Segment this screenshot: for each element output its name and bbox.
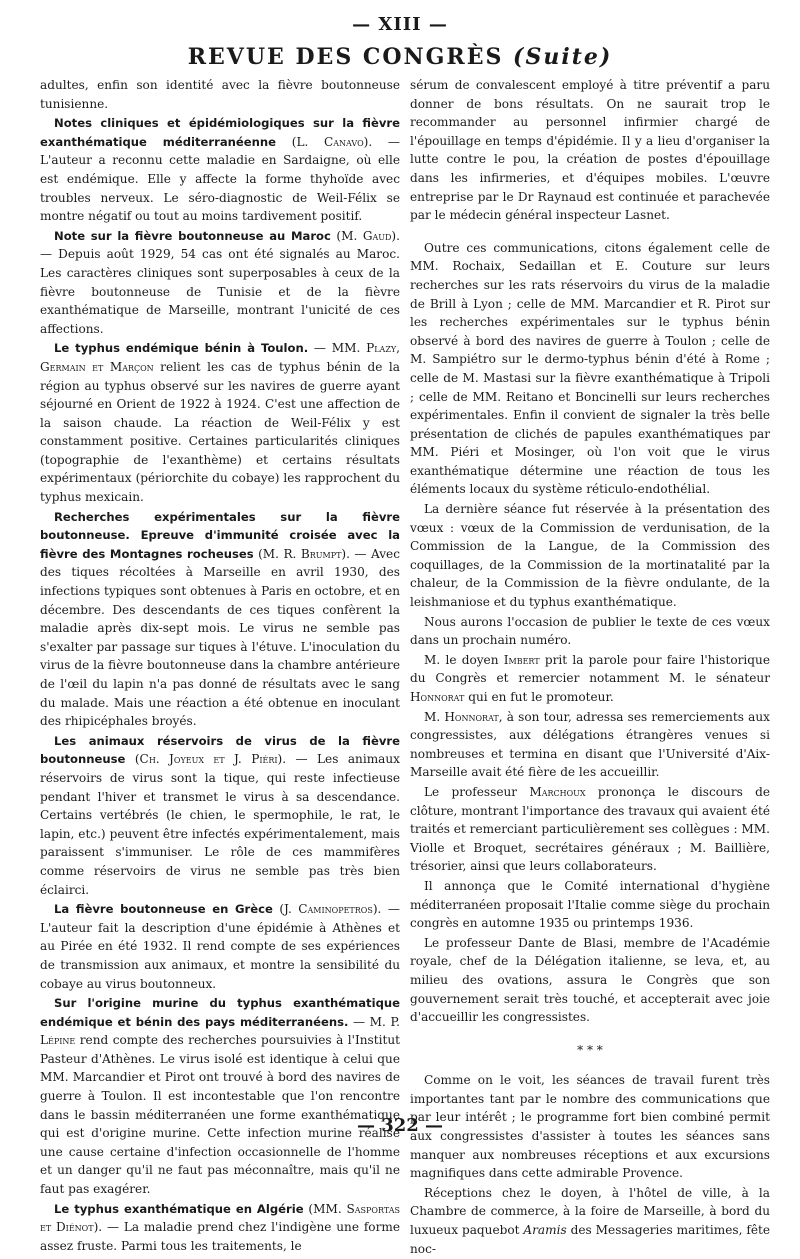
- text: — Les animaux réservoirs de virus sont la tique, qui reste infectieuse pendant l'hiver et transmet le virus à sa descendance. Certains vertébrés (le chien, le spermophile, le rat, le lapin, etc.) peuvent être infectés expérimentalement, mais paraissent s'immuniser. Le rôle de ces mammifères comme réservoirs de virus ne semble pas très bien éclairci.: [40, 752, 400, 897]
- person-name: Honnorat: [410, 690, 465, 704]
- author: (M. R. Brumpt).: [258, 546, 350, 561]
- paragraph: [40, 732, 400, 899]
- author: (MM. Sasportas et Diénot).: [40, 1201, 400, 1235]
- header-suite: (Suite): [513, 44, 613, 70]
- paragraph: [40, 1200, 400, 1256]
- text: — Avec des tiques récoltées à Marseille en avril 1930, des infections typiques sont obtenues à Paris en octobre, et en décembre. Des descendants de ces tiques confèrent la maladie après dix-sept mois. Le virus ne semble pas s'exalter par passage sur tiques à l'étuve. L'inoculation du virus de la fièvre boutonneuse dans la chambre antérieure de l'œil du lapin n'a pas donné de résultats avec le sang du malade. Mais une réaction a été obtenue en inoculant des rhipicéphales broyés.: [40, 546, 400, 729]
- text: qui en fut le promoteur.: [464, 690, 614, 704]
- text: Nous aurons l'occasion de publier le texte de ces vœux dans un prochain numéro.: [410, 614, 770, 648]
- text: prononça le discours de clôture, montrant l'importance des travaux qui avaient été traités et remerciant particulièrement ses collègues : MM. Violle et Broquet, secrétaires généraux ; M. Baillière, trésorier, ainsi que leurs collaborateurs.: [410, 784, 770, 874]
- paragraph: [410, 500, 770, 612]
- text: M. le doyen: [424, 652, 504, 667]
- page-number-roman: — XIII —: [352, 14, 448, 35]
- text: M.: [424, 709, 445, 724]
- text: Le professeur Dante de Blasi, membre de l'Académie royale, chef de la Délégation italienne, se leva, et, au milieu des ovations, assura le Congrès que son gouvernement serait très touché, et accepterait avec joie d'accueillir les congressistes.: [410, 935, 770, 1025]
- paragraph: [410, 708, 770, 782]
- paragraph: [410, 934, 770, 1027]
- section-separator: * * *: [577, 1042, 603, 1057]
- paragraph: [40, 227, 400, 339]
- paragraph: [410, 613, 770, 650]
- paragraph: [40, 339, 400, 506]
- text: Réceptions chez le doyen, à l'hôtel de ville, à la Chambre de commerce, à la foire de Marseille, à bord du luxueux paquebot: [410, 1185, 770, 1238]
- text: relient les cas de typhus bénin de la région au typhus observé sur les navires de guerre ayant séjourné en Orient de 1922 à 1924. C'est une affection de la saison chaude. La réaction de Weil-Félix y est constamment positive. Certaines particularités cliniques (topographie de l'exanthème) et certains résultats expérimentaux (périorchite du cobaye) les rapprochent du typhus mexicain.: [40, 359, 400, 505]
- text: , à son tour, adressa ses remerciements aux congressistes, aux délégations étrangères venues si nombreuses et termina en disant que l'Université d'Aix-Marseille avait été fière de les accueillir.: [410, 709, 770, 780]
- paragraph: [40, 508, 400, 731]
- text: adultes, enfin son identité avec la fièvre boutonneuse tunisienne.: [40, 78, 400, 111]
- page-number-footer: — 322 —: [356, 1115, 444, 1136]
- paragraph: [40, 76, 400, 113]
- section-title: Sur l'origine murine du typhus exanthématique endémique et bénin des pays méditerranéens.: [40, 996, 400, 1029]
- text: — L'auteur a reconnu cette maladie en Sardaigne, où elle est endémique. Elle y affecte la forme thyhoïde avec troubles nerveux. Le séro-diagnostic de Weil-Félix se montre négatif ou tout au moins tardivement positif.: [40, 134, 400, 224]
- text: Outre ces communications, citons également celle de MM. Rochaix, Sedaillan et E. Couture sur leurs recherches sur les rats réservoirs du virus de la maladie de Brill à Lyon ; celle de MM. Marcandier et R. Pirot sur les recherches expérimentales sur le typhus bénin observé à bord des navires de guerre à Toulon ; celle de M. Sampiétro sur le dermo-typhus bénin d'été à Rome ; celle de M. Mastasi sur la fièvre exanthématique à Tripoli ; celle de MM. Reitano et Boncinelli sur leurs recherches expérimentales. Enfin il convient de signaler la très belle présentation de clichés de papules exanthématiques par MM. Piéri et Mosinger, où l'on voit que le virus exanthématique détermine une réaction de tous les éléments locaux du système réticulo-endothélial.: [410, 240, 770, 497]
- author: — M. P. Lépine: [40, 1014, 400, 1048]
- text: Comme on le voit, les séances de travail furent très importantes tant par le nombre des communications que par leur intérêt ; le programme fort bien combiné permit aux congressistes d'assister à toutes les séances sans manquer aux nombreuses réceptions et aux excursions magnifiques dans cette admirable Provence.: [410, 1073, 770, 1181]
- left-column: [40, 76, 400, 1256]
- text: Il annonça que le Comité international d'hygiène méditerranéen proposait l'Italie comme siège du prochain congrès en automne 1935 ou printemps 1936.: [410, 878, 770, 931]
- text: des Messageries maritimes, fête noc-: [410, 1223, 770, 1256]
- author: — MM. Plazy, Germain et Marçon: [40, 341, 401, 374]
- header-title: REVUE DES CONGRÈS: [187, 44, 504, 70]
- text: La dernière séance fut réservée à la présentation des vœux : vœux de la Commission de verdunisation, de la Commission de la Langue, de la Commission des coquillages, de la Commission de la mortinatalité par la chaleur, de la Commission de la fièvre ondulante, de la leishmaniose et du typhus exanthématique.: [410, 502, 770, 610]
- person-name: Honnorat: [444, 709, 499, 724]
- text: — L'auteur fait la description d'une épidémie à Athènes et au Pirée en été 1932. Il rend compte de ses expériences de transmission aux animaux, et montre la sensibilité du cobaye au virus boutonneux.: [40, 902, 400, 991]
- section-title: Notes cliniques et épidémiologiques sur la fièvre exanthématique méditerranéenne: [40, 116, 400, 149]
- paragraph: [40, 114, 400, 226]
- person-name: Imbert: [503, 652, 540, 667]
- text: Le professeur: [424, 784, 530, 799]
- section-title: Note sur la fièvre boutonneuse au Maroc: [54, 228, 331, 243]
- paragraph: [40, 900, 400, 993]
- paragraph: [410, 651, 770, 707]
- author: (J. Caminopetros).: [279, 902, 382, 917]
- text: rend compte des recherches poursuivies à l'Institut Pasteur d'Athènes. Le virus isolé est identique à celui que MM. Marcandier et Pirot ont trouvé à bord des navires de guerre à Toulon. Il est incontestable que l'on rencontre dans le bassin méditerranéen une forme exanthématique qui est d'origine murine. Cette infection murine réalise une cause certaine d'infection occasionnelle de l'homme et un danger qu'il ne faut pas méconnaître, mais qu'il ne faut pas exagérer.: [40, 1033, 400, 1197]
- paragraph: [410, 239, 770, 499]
- section-title: Le typhus endémique bénin à Toulon.: [54, 341, 309, 356]
- section-title: Les animaux réservoirs de virus de la fièvre boutonneuse: [40, 733, 400, 767]
- text: prit la parole pour faire l'historique du Congrès et remercier notamment M. le sénateur: [410, 652, 770, 686]
- ship-name: Aramis: [523, 1223, 567, 1238]
- paragraph: [40, 994, 400, 1199]
- text: — La maladie prend chez l'indigène une forme assez fruste. Parmi tous les traitements, le: [40, 1220, 400, 1253]
- page-title: [0, 44, 800, 70]
- paragraph: [410, 1184, 770, 1258]
- author: (L. Canavo).: [291, 134, 373, 149]
- paragraph: [410, 783, 770, 876]
- author: (Ch. Joyeux et J. Piéri).: [134, 752, 287, 767]
- person-name: Marchoux: [529, 784, 586, 799]
- section-title: Recherches expérimentales sur la fièvre boutonneuse. Epreuve d'immunité croisée avec la fièvre des Montagnes rocheuses: [40, 509, 400, 561]
- paragraph: [410, 877, 770, 933]
- section-title: Le typhus exanthématique en Algérie: [54, 1201, 304, 1216]
- paragraph: [410, 76, 770, 225]
- text: — Depuis août 1929, 54 cas ont été signalés au Maroc. Les caractères cliniques sont superposables à ceux de la fièvre boutonneuse de Tunisie et de la fièvre exanthématique de Marseille, montrant l'unicité de ces affections.: [40, 247, 400, 336]
- author: (M. Gaud).: [336, 228, 400, 243]
- section-title: La fièvre boutonneuse en Grèce: [54, 902, 273, 917]
- right-column: [410, 76, 770, 1259]
- text: sérum de convalescent employé à titre préventif a paru donner de bons résultats. On ne saurait trop le recommander au personnel infirmier chargé de l'épouillage en temps d'épidémie. Il y a lieu d'organiser la lutte contre le pou, la création de postes d'épouillage dans les infirmeries, et d'équipes mobiles. L'œuvre entreprise par le Dr Raynaud est continuée et parachevée par le médecin général inspecteur Lasnet.: [410, 78, 770, 223]
